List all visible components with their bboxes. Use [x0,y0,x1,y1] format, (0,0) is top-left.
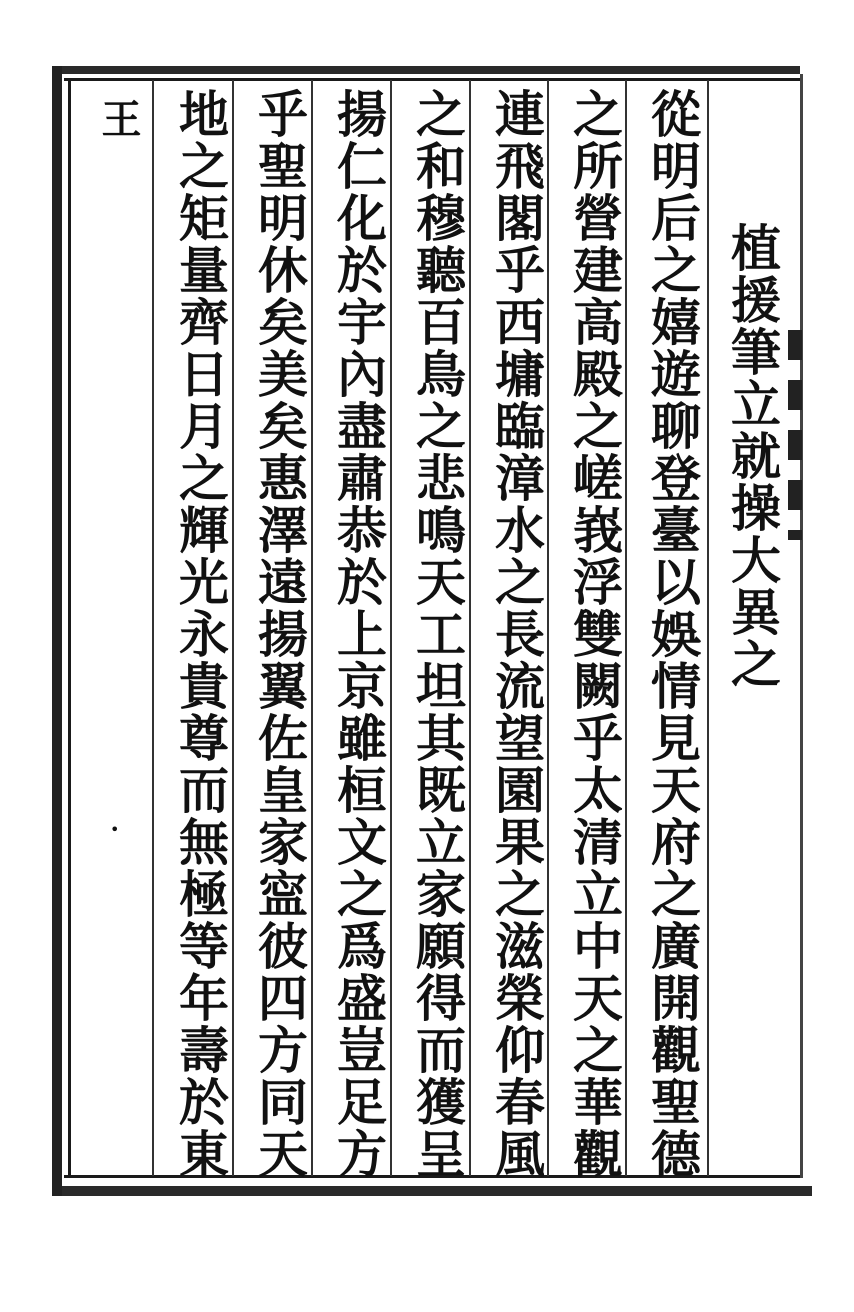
column-divider [152,80,154,1176]
text-column-1: 植援筆立就操大異之 [723,222,782,690]
text-column-7: 乎聖明休矣美矣惠澤遠揚翼佐皇家寍彼四方同天 [250,88,309,1180]
text-column-3: 之所營建高殿之嵯峩浮雙闕乎太清立中天之華觀 [565,88,624,1180]
left-border [52,66,62,1196]
text-column-4: 連飛閣乎西墉臨漳水之長流望園果之滋榮仰春風 [487,88,546,1180]
folio-mark: 王 [95,98,142,138]
column-divider [707,80,709,1176]
bottom-border [52,1186,812,1196]
text-column-6: 揚仁化於宇內盡肅恭於上京雖桓文之爲盛豈足方 [329,88,388,1180]
text-column-2: 從明后之嬉遊聊登臺以娛情見天府之廣開觀聖德 [643,88,702,1180]
ink-dot: • [110,820,120,839]
text-column-8: 地之矩量齊日月之輝光永貴尊而無極等年壽於東 [171,88,230,1180]
text-column-5: 之和穆聽百鳥之悲鳴天工坦其既立家願得而獲呈 [408,88,467,1180]
fold-edge-mark [788,330,802,540]
left-border-inner [68,80,71,1176]
right-border [800,74,803,1178]
top-border [52,66,800,74]
top-border-inner [64,78,800,81]
